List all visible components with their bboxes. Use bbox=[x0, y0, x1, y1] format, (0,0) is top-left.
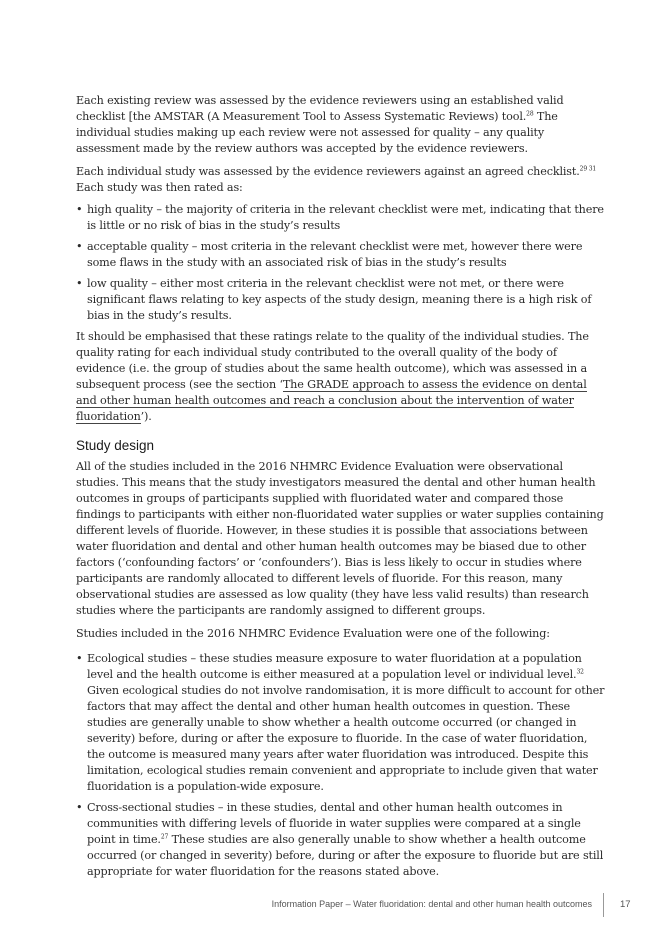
reference-superscript: 28 bbox=[526, 110, 534, 118]
grade-section-link[interactable]: The GRADE approach to assess the evidence on dental and other human health outcomes and reach a conclusion about the intervention of water fluoridation bbox=[76, 378, 587, 423]
list-item bbox=[76, 651, 606, 795]
paragraph-text: Each study was then rated as: bbox=[76, 181, 243, 194]
bullet-icon: • bbox=[76, 801, 83, 814]
paragraph-observational-studies: All of the studies included in the 2016 NHMRC Evidence Evaluation were observational studies. This means that the study investigators measured the dental and other human health outcomes in groups of participants supplied with fluoridated water and compared those findings to participants with either non-fluoridated water supplies or water supplies containing different levels of fluoride. However, in these studies it is possible that associations between water fluoridation and dental and other human health outcomes may be biased due to other factors (‘confounding factors’ or ‘confounders’). Bias is less likely to occur in studies where participants are randomly allocated to different levels of fluoride. For this reason, many observational studies are assessed as low quality (they have less valid results) than research studies where the participants are randomly assigned to different groups. bbox=[76, 460, 604, 617]
list-item bbox=[76, 239, 606, 271]
bullet-icon: • bbox=[76, 652, 83, 665]
bullet-icon: • bbox=[76, 203, 83, 216]
paragraph-text: The individual studies making up each review were not assessed for quality – any quality assessment made by the review authors was accepted by the evidence reviewers. bbox=[76, 110, 558, 155]
page-number: 17 bbox=[620, 899, 631, 910]
section-heading-study-design: Study design bbox=[76, 438, 155, 453]
paragraph-individual-study bbox=[76, 164, 606, 196]
footer-title: Information Paper – Water fluoridation: dental and other human health outcomes bbox=[271, 899, 592, 909]
paragraph-text: ’). bbox=[140, 410, 152, 423]
list-item-text: acceptable quality – most criteria in the relevant checklist were met, however there were some flaws in the study with an associated risk of bias in the study’s results bbox=[87, 240, 583, 269]
paragraph-amstar bbox=[76, 93, 606, 157]
quality-rating-list bbox=[76, 202, 606, 324]
list-item-text: low quality – either most criteria in the relevant checklist were not met, or there were significant flaws relating to key aspects of the study design, meaning there is a high risk of bias in the study’s results. bbox=[87, 277, 592, 322]
list-item-text: Given ecological studies do not involve randomisation, it is more difficult to account for other factors that may affect the dental and other human health outcomes in question. These studies are generally unable to show whether a health outcome occurred (or changed in severity) before, during or after the exposure to fluoride. In the case of water fluoridation, the outcome is measured many years after water fluoridation was introduced. Despite this limitation, ecological studies remain convenient and appropriate to include given that water fluoridation is a population-wide exposure. bbox=[87, 684, 605, 793]
paragraph-text: It should be emphasised that these ratings relate to the quality of the individual studies. The quality rating for each individual study contributed to the overall quality of the body of evidence (i.e. the group of studies about the same health outcome), which was assessed in a subsequent process (see the section ‘ bbox=[76, 330, 589, 391]
reference-superscript: 27 bbox=[160, 833, 169, 841]
list-item bbox=[76, 800, 606, 880]
paragraph-text: Each existing review was assessed by the evidence reviewers using an established valid checklist [the AMSTAR (A Measurement Tool to Assess Systematic Reviews) tool. bbox=[76, 94, 564, 123]
list-item-text: Cross-sectional studies – in these studies, dental and other human health outcomes in communities with differing levels of fluoride in water supplies were compared at a single point in time. bbox=[87, 801, 581, 846]
list-item bbox=[76, 276, 606, 324]
list-item bbox=[76, 202, 606, 234]
paragraph-study-types-intro: Studies included in the 2016 NHMRC Evidence Evaluation were one of the following: bbox=[76, 627, 550, 640]
list-item-text: high quality – the majority of criteria in the relevant checklist were met, indicating that there is little or no risk of bias in the study’s results bbox=[87, 203, 604, 232]
bullet-icon: • bbox=[76, 277, 83, 290]
study-type-list bbox=[76, 651, 606, 880]
page-body bbox=[76, 93, 606, 885]
reference-superscript: 29 31 bbox=[579, 165, 597, 173]
reference-superscript: 32 bbox=[576, 668, 584, 676]
list-item-text: Ecological studies – these studies measure exposure to water fluoridation at a population level and the health outcome is either measured at a population level or individual level. bbox=[87, 652, 582, 681]
bullet-icon: • bbox=[76, 240, 83, 253]
paragraph-text: Each individual study was assessed by the evidence reviewers against an agreed checklist. bbox=[76, 165, 580, 178]
paragraph-ratings-emphasis bbox=[76, 329, 606, 425]
list-item-text: These studies are also generally unable to show whether a health outcome occurred (or changed in severity) before, during or after the exposure to fluoride but are still appropriate for water fluoridation for the reasons stated above. bbox=[87, 833, 604, 878]
footer-divider bbox=[603, 893, 604, 917]
